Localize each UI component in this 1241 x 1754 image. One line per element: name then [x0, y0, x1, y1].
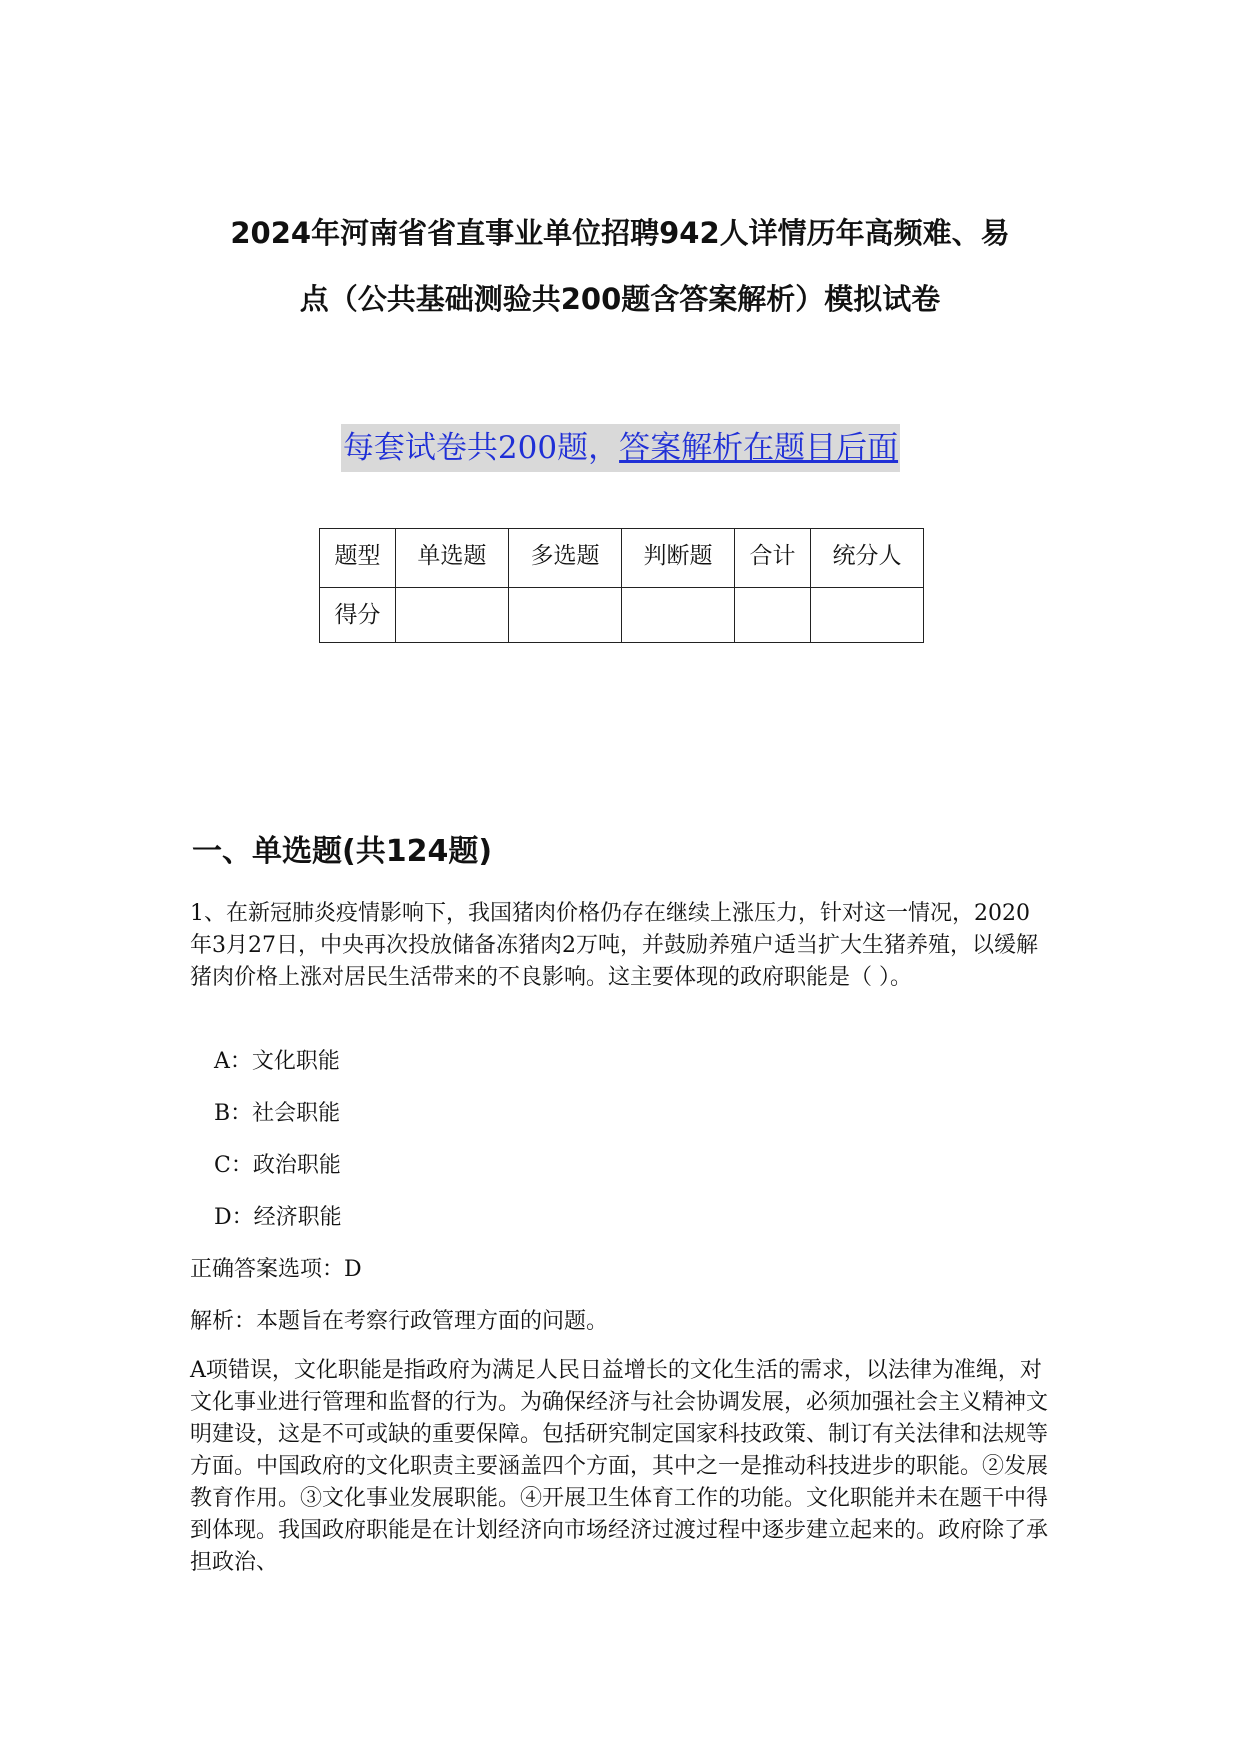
score-table-header-cell: 单选题 [395, 529, 508, 588]
question-text: 1、在新冠肺炎疫情影响下，我国猪肉价格仍存在继续上涨压力，针对这一情况，2020年3月27日，中央再次投放储备冻猪肉2万吨，并鼓励养殖户适当扩大生猪养殖，以缓解猪肉价格上涨对居民生活带来的不良影响。这主要体现的政府职能是（ ）。 [190, 901, 1038, 990]
option-c: C：政治职能 [214, 1153, 341, 1178]
score-table-header-cell: 合计 [735, 529, 811, 588]
section-heading: 一、单选题(共124题) [192, 834, 493, 869]
document-title-line-1: 2024年河南省省直事业单位招聘942人详情历年高频难、易 [230, 216, 1010, 250]
score-table-header-cell: 多选题 [508, 529, 621, 588]
score-table-header-cell: 统分人 [810, 529, 923, 588]
score-table-row [320, 588, 924, 643]
score-table-header-cell: 题型 [320, 529, 396, 588]
subtitle-answer-link[interactable]: 答案解析在题目后面 [619, 430, 899, 466]
analysis-body: A项错误，文化职能是指政府为满足人民日益增长的文化生活的需求，以法律为准绳，对文化事业进行管理和监督的行为。为确保经济与社会协调发展，必须加强社会主义精神文明建设，这是不可或缺的重要保障。包括研究制定国家科技政策、制订有关法律和法规等方面。中国政府的文化职责主要涵盖四个方面，其中之一是推动科技进步的职能。②发展教育作用。③文化事业发展职能。④开展卫生体育工作的功能。文化职能并未在题干中得到体现。我国政府职能是在计划经济向市场经济过渡过程中逐步建立起来的。政府除了承担政治、 [190, 1358, 1049, 1575]
option-a: A：文化职能 [214, 1049, 340, 1074]
score-table-cell [395, 588, 508, 643]
subtitle-container [0, 424, 1241, 472]
option-list [214, 1042, 342, 1250]
subtitle-banner [341, 424, 900, 472]
document-title [140, 200, 1100, 332]
score-table-header-cell: 判断题 [621, 529, 734, 588]
option-d: D：经济职能 [214, 1205, 342, 1230]
correct-answer: 正确答案选项：D [190, 1257, 362, 1282]
score-table-cell [508, 588, 621, 643]
option-b: B：社会职能 [214, 1101, 341, 1126]
score-table-cell [621, 588, 734, 643]
document-title-line-2: 点（公共基础测验共200题含答案解析）模拟试卷 [299, 282, 941, 316]
score-table-cell [810, 588, 923, 643]
score-table-row-label: 得分 [320, 588, 396, 643]
score-table-cell [735, 588, 811, 643]
score-table-header-row [320, 529, 924, 588]
score-table [319, 528, 924, 643]
subtitle-text: 每套试卷共200题， [342, 430, 620, 466]
analysis-intro: 解析：本题旨在考察行政管理方面的问题。 [190, 1309, 609, 1334]
